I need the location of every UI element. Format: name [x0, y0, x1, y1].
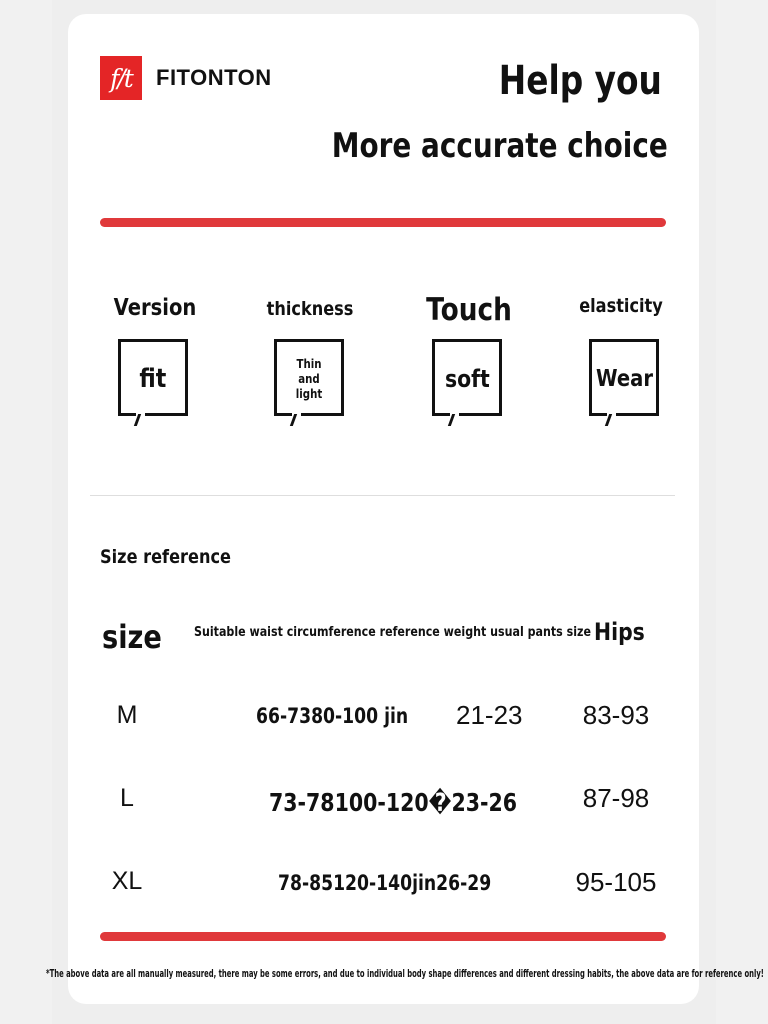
feature-value-bubble: [589, 339, 659, 416]
table-header-middle: Suitable waist circumference reference weight usual pants size: [194, 624, 591, 640]
feature-version: [100, 295, 210, 321]
brand-name: FITONTON: [156, 65, 272, 90]
size-reference-title: Size reference: [100, 546, 231, 568]
table-cell-hips: 83-93: [582, 700, 650, 730]
bubble-border: [616, 413, 659, 416]
disclaimer-footnote: *The above data are all manually measured, there may be some errors, and due to individual body shape differences and different dressing habits, the above data are for reference only!: [46, 967, 764, 980]
feature-value-bubble: [432, 339, 502, 416]
logo-mark: f/t: [100, 56, 142, 100]
table-cell-size: M: [116, 701, 138, 729]
table-cell-middle: 73-78100-120�23-26: [269, 788, 518, 817]
feature-touch: [414, 292, 524, 328]
table-header-hips: Hips: [594, 618, 645, 646]
top-accent-bar: [100, 218, 666, 227]
feature-value-bubble: [118, 339, 188, 416]
bubble-border: [118, 413, 136, 416]
bubble-border: [301, 413, 344, 416]
headline: Help you: [498, 58, 662, 104]
feature-label: Touch: [426, 292, 512, 328]
feature-value: Thin and light: [295, 356, 323, 401]
table-cell-middle: 78-85120-140jin26-29: [278, 871, 492, 895]
bubble-border: [459, 413, 502, 416]
bubble-border: [589, 413, 607, 416]
table-cell-size: XL: [111, 867, 143, 895]
feature-elasticity: [566, 295, 676, 317]
brand-logo: [100, 56, 272, 100]
bottom-accent-bar: [100, 932, 666, 941]
feature-label: Version: [113, 295, 197, 321]
feature-thickness: [255, 298, 365, 320]
table-cell-size: L: [120, 784, 134, 812]
feature-value: Wear: [595, 366, 653, 392]
feature-label: elasticity: [579, 295, 663, 317]
table-header-size: size: [102, 618, 162, 656]
table-cell-pants: 21-23: [456, 700, 523, 730]
feature-label: thickness: [266, 298, 354, 320]
bubble-border: [145, 413, 188, 416]
bubble-border: [432, 413, 450, 416]
feature-value: fit: [139, 364, 167, 394]
bubble-border: [274, 413, 292, 416]
subheadline: More accurate choice: [331, 126, 668, 166]
section-divider: [90, 495, 675, 496]
table-cell-middle: 66-7380-100 jin: [256, 704, 409, 728]
feature-value: soft: [444, 365, 490, 393]
table-cell-hips: 87-98: [582, 783, 650, 813]
table-cell-hips: 95-105: [575, 867, 657, 897]
feature-value-bubble: [274, 339, 344, 416]
